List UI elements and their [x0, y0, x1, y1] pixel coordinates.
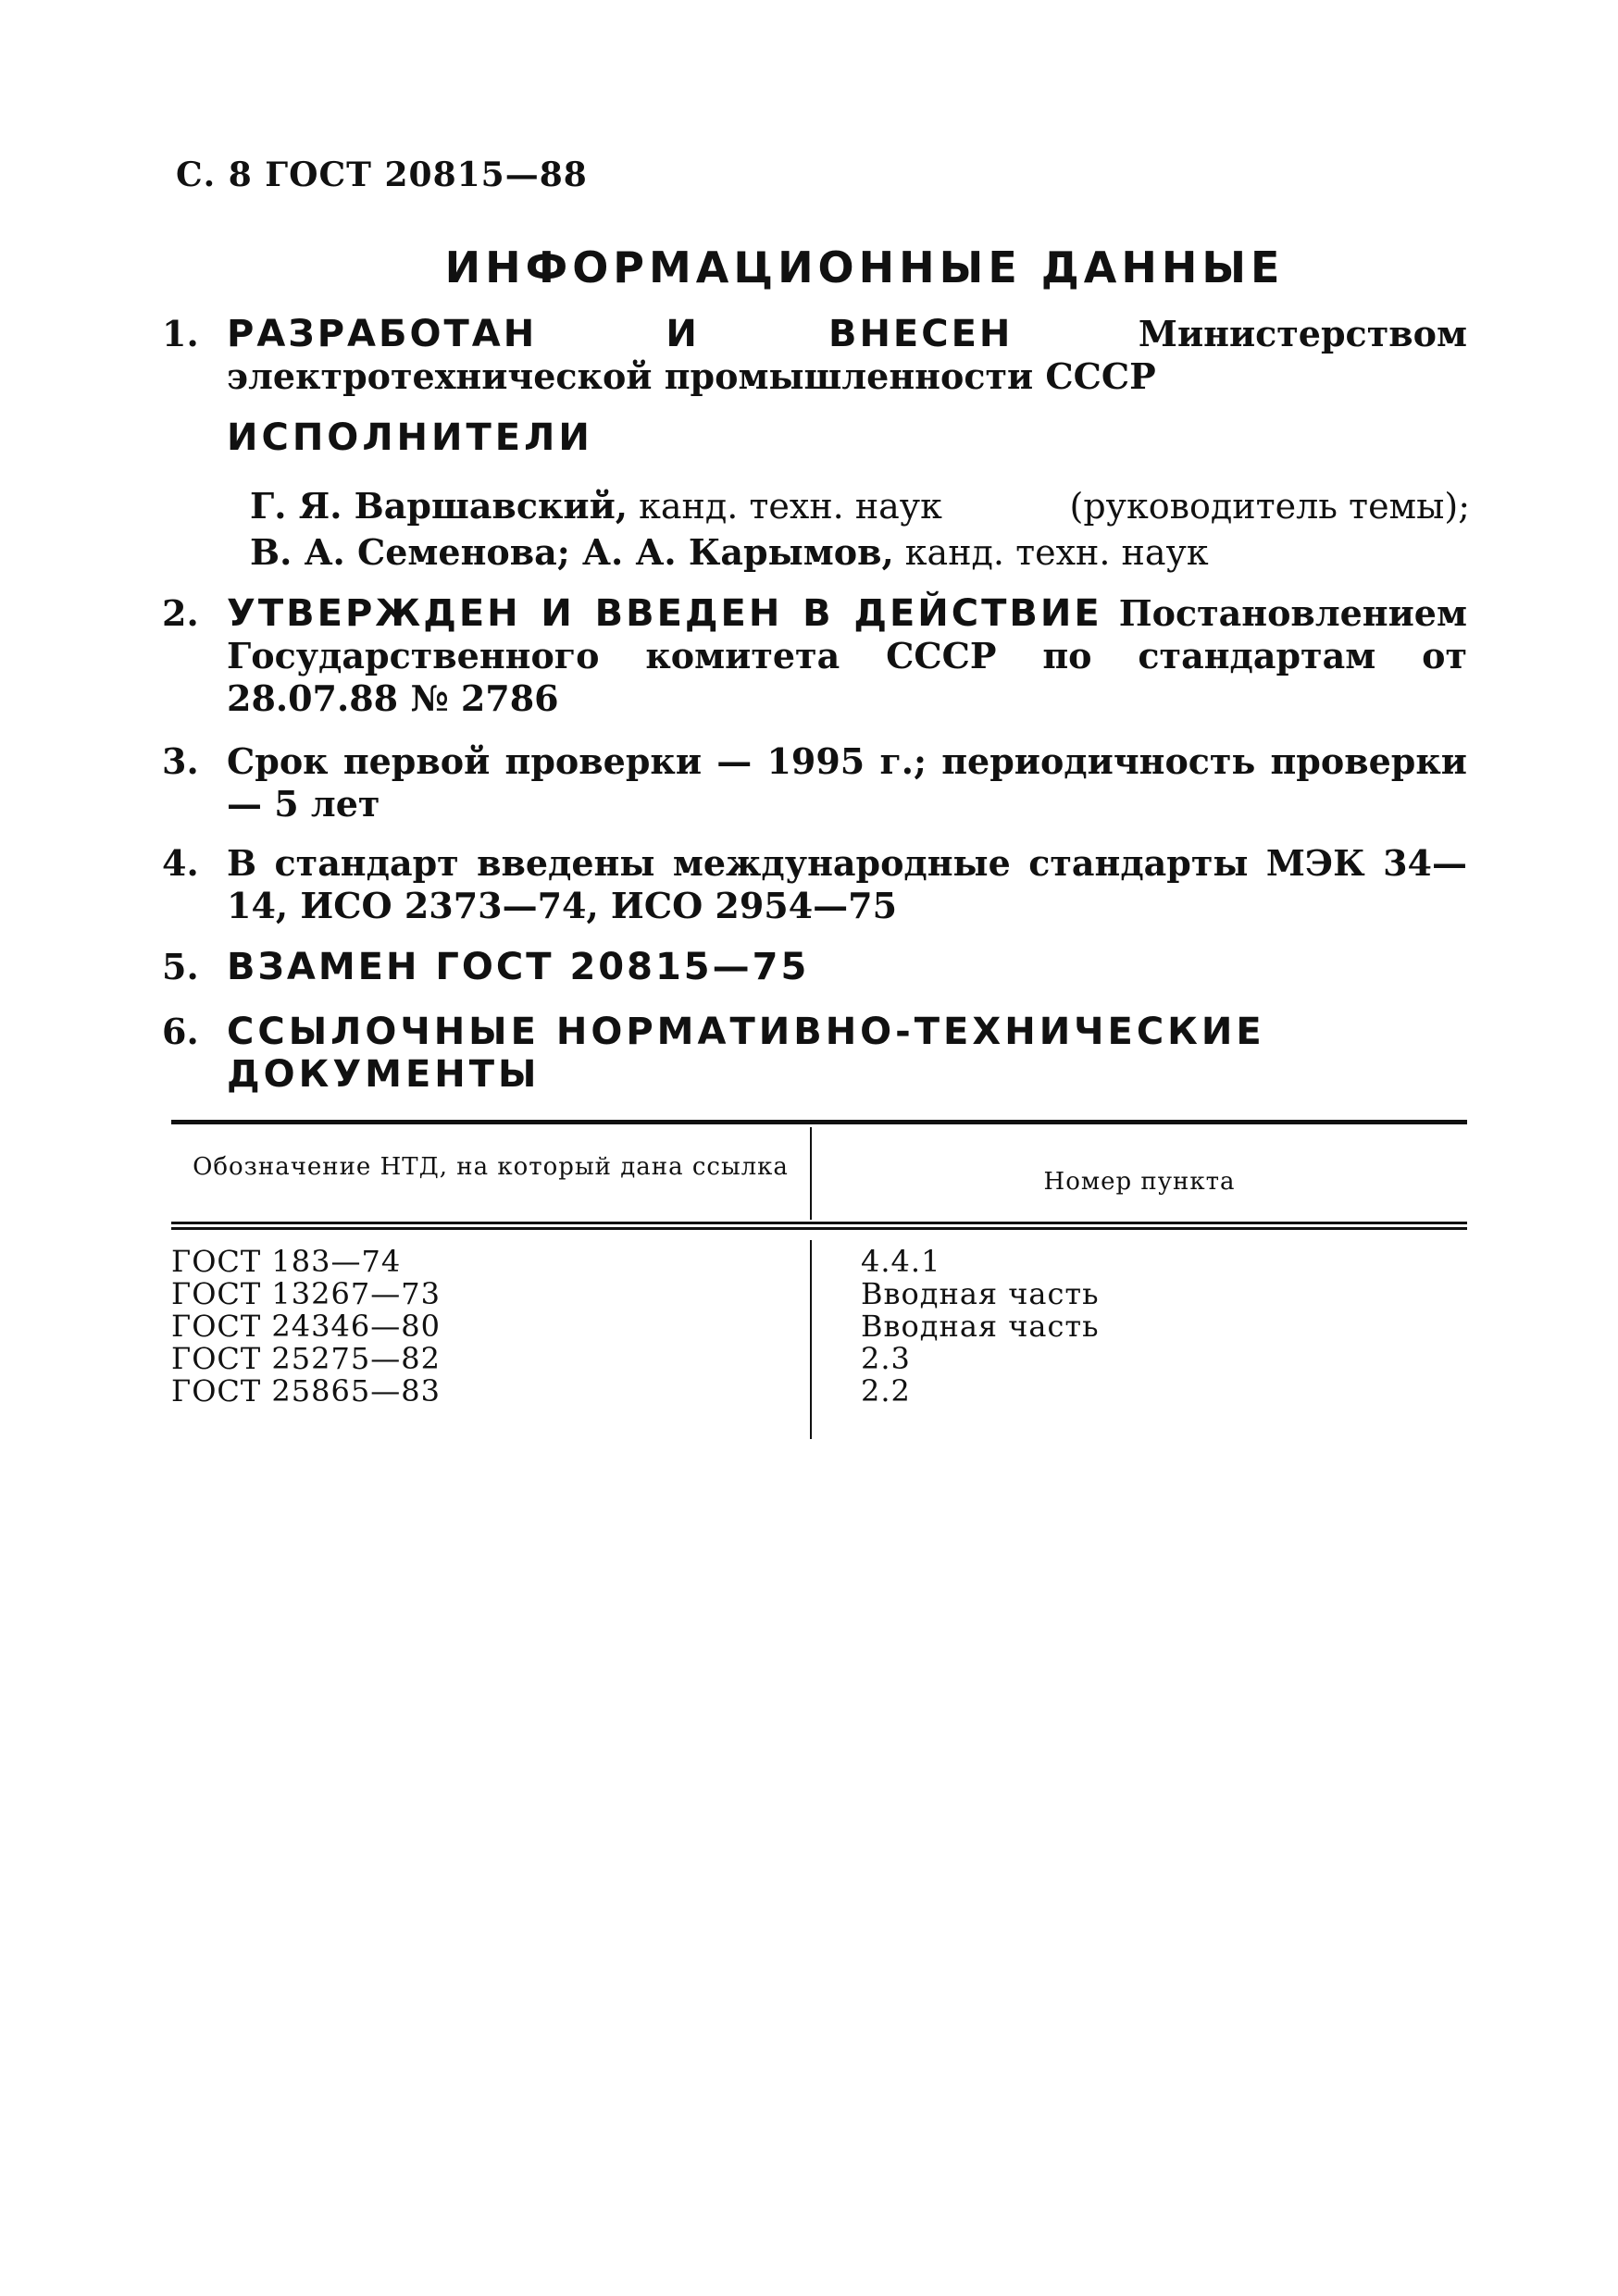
- designation-cell: ГОСТ 25275—82: [171, 1341, 441, 1376]
- info-item-1: [162, 313, 1467, 398]
- performer-name: В. А. Семенова;: [250, 531, 570, 573]
- designation-cell: ГОСТ 24346—80: [171, 1309, 441, 1344]
- column-header-clause: Номер пункта: [1043, 1168, 1236, 1196]
- item-lead: ВЗАМЕН ГОСТ 20815—75: [227, 946, 810, 988]
- designation-cell: ГОСТ 13267—73: [171, 1276, 441, 1311]
- performer-name: А. А. Карымов,: [569, 531, 894, 573]
- clause-cell: Вводная часть: [861, 1309, 1100, 1344]
- clause-cell: 2.3: [861, 1341, 911, 1376]
- info-item-5: [162, 946, 1467, 988]
- item-text: Срок первой проверки — 1995 г.; периодичность проверки — 5 лет: [227, 740, 1467, 825]
- item-number: 2.: [162, 592, 199, 634]
- performers-list: [250, 483, 1470, 576]
- column-header-designation: Обозначение НТД, на который дана ссылка: [193, 1153, 789, 1181]
- item-number: 3.: [162, 740, 199, 782]
- info-item-4: [162, 842, 1467, 927]
- info-item-6: [162, 1011, 1467, 1096]
- item-text: Министерством электротехнической промышленности СССР: [227, 313, 1467, 397]
- info-item-2: [162, 592, 1467, 720]
- info-item-3: [162, 740, 1467, 825]
- designation-cell: ГОСТ 183—74: [171, 1244, 402, 1279]
- table-body: [171, 1246, 1467, 1408]
- performers-line-2: [250, 529, 1470, 576]
- item-lead: УТВЕРЖДЕН И ВВЕДЕН В ДЕЙСТВИЕ: [227, 592, 1102, 635]
- page-title: ИНФОРМАЦИОННЫЕ ДАННЫЕ: [444, 242, 1285, 292]
- item-number: 4.: [162, 842, 199, 884]
- table-row: [171, 1343, 1467, 1375]
- performer-role: (руководитель темы);: [1069, 486, 1470, 527]
- item-text: В стандарт введены международные стандарты МЭК 34—14, ИСО 2373—74, ИСО 2954—75: [227, 842, 1467, 926]
- performer-degree: канд. техн. наук: [893, 532, 1209, 573]
- table-header-rule: [171, 1222, 1467, 1230]
- table-top-rule: [171, 1120, 1467, 1124]
- clause-cell: 4.4.1: [861, 1244, 941, 1279]
- table-row: [171, 1278, 1467, 1310]
- item-number: 1.: [162, 313, 199, 354]
- table-row: [171, 1246, 1467, 1278]
- clause-cell: 2.2: [861, 1373, 911, 1409]
- table-row: [171, 1310, 1467, 1343]
- item-lead: ССЫЛОЧНЫЕ НОРМАТИВНО-ТЕХНИЧЕСКИЕ ДОКУМЕНТЫ: [227, 1011, 1265, 1096]
- table-row: [171, 1375, 1467, 1408]
- performers-line-1: [250, 483, 1470, 529]
- performer-names: Г. Я. Варшавский,: [250, 485, 629, 527]
- page-header: С. 8 ГОСТ 20815—88: [176, 155, 588, 194]
- item-text: Постановлением Государственного комитета СССР по стандартам от 28.07.88 № 2786: [227, 592, 1467, 719]
- clause-cell: Вводная часть: [861, 1276, 1100, 1311]
- performer-degree: канд. техн. наук: [628, 486, 942, 527]
- item-number: 6.: [162, 1011, 199, 1052]
- designation-cell: ГОСТ 25865—83: [171, 1373, 441, 1409]
- performers-title: ИСПОЛНИТЕЛИ: [227, 416, 593, 459]
- item-number: 5.: [162, 946, 199, 987]
- item-lead: РАЗРАБОТАН И ВНЕСЕН: [227, 313, 1014, 355]
